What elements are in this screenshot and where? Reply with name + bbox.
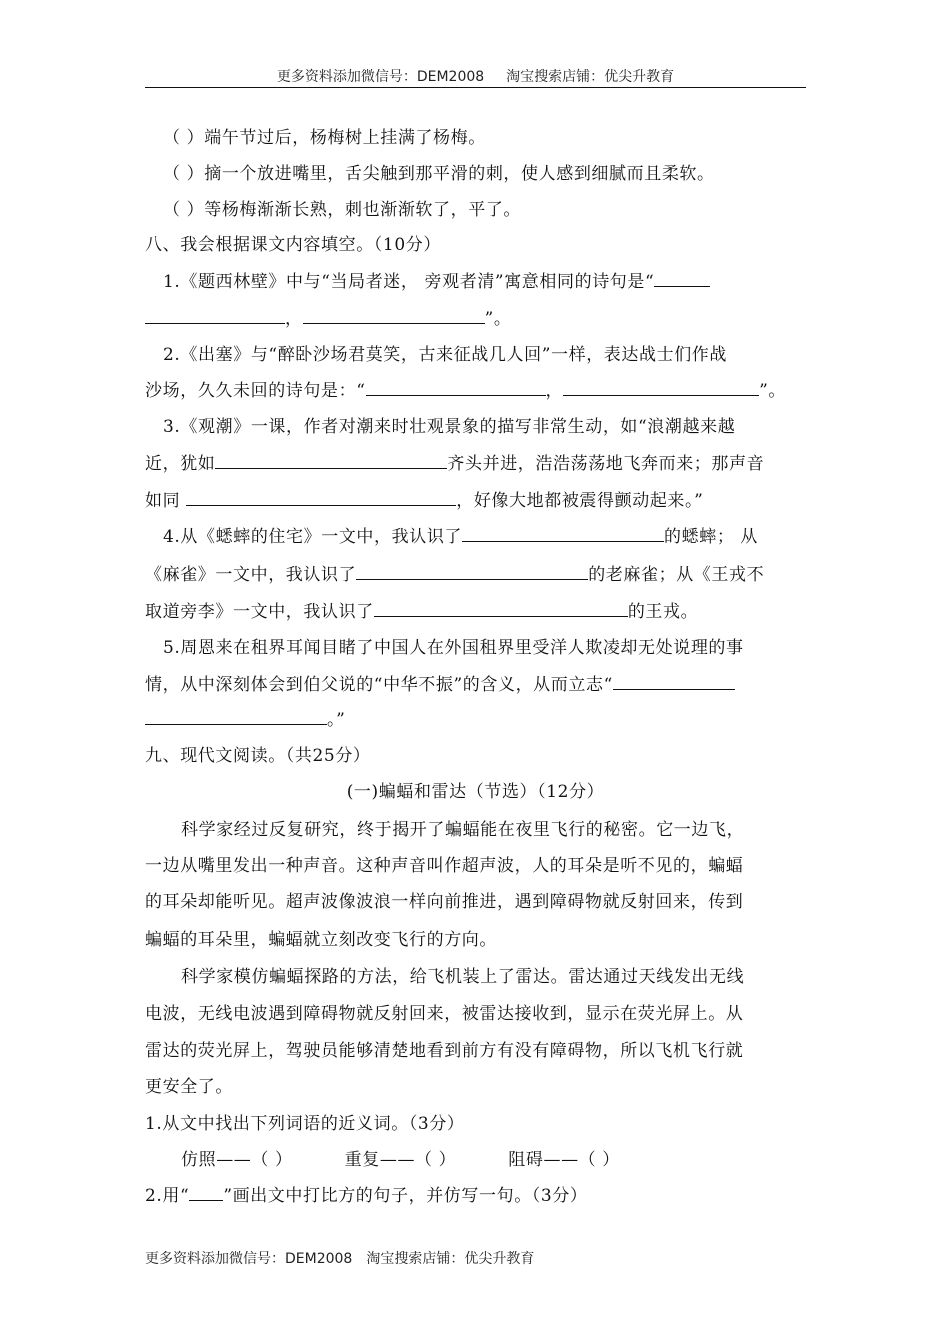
question-text: 1.《题西林壁》中与“当局者迷， 旁观者清”寓意相同的诗句是“ xyxy=(163,272,655,292)
question-text: 取道旁李》一文中，我认识了 xyxy=(145,602,374,622)
s8-q4-line2 xyxy=(145,564,845,586)
fill-blank[interactable] xyxy=(563,380,759,396)
footer-shop: 淘宝搜索店铺：优尖升教育 xyxy=(366,1251,535,1267)
passage-p1-line3: 的耳朵却能听见。超声波像波浪一样向前推进，遇到障碍物就反射回来，传到 xyxy=(145,892,744,912)
question-text: ”。 xyxy=(759,381,787,401)
s9-q1-title: 1.从文中找出下列词语的近义词。（3分） xyxy=(145,1114,465,1134)
question-text: 情，从中深刻体会到伯父说的“中华不振”的含义，从而立志“ xyxy=(145,675,613,695)
synonym-zuai[interactable]: 阻碍——（ ） xyxy=(508,1150,620,1170)
section-9-title: 九、现代文阅读。（共25分） xyxy=(145,746,371,766)
s8-q5-line1: 5.周恩来在租界耳闻目睹了中国人在外国租界里受洋人欺凌却无处说理的事 xyxy=(163,638,744,658)
fill-blank[interactable] xyxy=(613,674,735,690)
fill-blank[interactable] xyxy=(374,601,628,617)
s8-q4-line3 xyxy=(145,601,845,623)
fill-blank[interactable] xyxy=(356,564,588,580)
section-8-title: 八、我会根据课文内容填空。（10分） xyxy=(145,235,441,255)
underline-mark xyxy=(189,1185,223,1201)
question-text: 。” xyxy=(327,710,346,730)
question-text: ， xyxy=(545,381,564,401)
s8-q3-line1: 3.《观潮》一课，作者对潮来时壮观景象的描写非常生动，如“浪潮越来越 xyxy=(163,417,736,437)
fill-blank[interactable] xyxy=(145,709,327,725)
answer-paren[interactable]: （ ） xyxy=(163,200,205,220)
page-footer xyxy=(145,1248,534,1268)
s9-q2 xyxy=(145,1185,845,1207)
passage-p1-line1: 科学家经过反复研究，终于揭开了蝙蝠能在夜里飞行的秘密。它一边飞， xyxy=(181,820,745,840)
question-text: 近，犹如 xyxy=(145,454,216,474)
s8-q1-line1 xyxy=(163,271,863,293)
fill-blank[interactable] xyxy=(186,490,456,506)
reading-subtitle: (一)蝙蝠和雷达（节选）（12分） xyxy=(346,782,605,802)
s8-q4-line1 xyxy=(163,526,863,548)
question-text: 《麻雀》一文中，我认识了 xyxy=(145,565,357,585)
s8-q5-line3 xyxy=(145,709,845,731)
ordering-text: 摘一个放进嘴里，舌尖触到那平滑的刺，使人感到细腻而且柔软。 xyxy=(204,164,715,184)
s8-q2-line1: 2.《出塞》与“醉卧沙场君莫笑，古来征战几人回”一样，表达战士们作战 xyxy=(163,345,727,365)
question-text: 的老麻雀；从《王戎不 xyxy=(588,565,765,585)
answer-paren[interactable]: （ ） xyxy=(163,128,205,148)
question-text: 的蟋蟀； 从 xyxy=(664,527,759,547)
ordering-text: 等杨梅渐渐长熟，刺也渐渐软了，平了。 xyxy=(204,200,522,220)
question-text: 的王戎。 xyxy=(627,602,699,622)
fill-blank[interactable] xyxy=(145,308,285,324)
question-text: 2.用“ xyxy=(145,1186,190,1206)
question-text: ，好像大地都被震得颤动起来。” xyxy=(456,491,704,511)
passage-p1-line2: 一边从嘴里发出一种声音。这种声音叫作超声波，人的耳朵是听不见的，蝙蝠 xyxy=(145,856,744,876)
ordering-item-2 xyxy=(163,163,863,185)
ordering-text: 端午节过后，杨梅树上挂满了杨梅。 xyxy=(204,128,486,148)
synonym-fangzhao[interactable]: 仿照——（ ） xyxy=(181,1150,293,1170)
fill-blank[interactable] xyxy=(654,271,710,287)
passage-p2-line2: 电波，无线电波遇到障碍物就反射回来，被雷达接收到，显示在荧光屏上。从 xyxy=(145,1004,744,1024)
s9-q1-words xyxy=(181,1149,881,1171)
s8-q2-line2 xyxy=(145,380,845,402)
ordering-item-1 xyxy=(163,127,863,149)
synonym-chongfu[interactable]: 重复——（ ） xyxy=(344,1150,457,1170)
page-header xyxy=(145,66,806,86)
fill-blank[interactable] xyxy=(462,526,664,542)
header-shop: 淘宝搜索店铺：优尖升教育 xyxy=(506,69,675,85)
s8-q5-line2 xyxy=(145,674,845,696)
passage-p2-line3: 雷达的荧光屏上，驾驶员能够清楚地看到前方有没有障碍物，所以飞机飞行就 xyxy=(145,1041,744,1061)
question-text: ， xyxy=(285,309,303,329)
s8-q3-line2 xyxy=(145,453,845,475)
fill-blank[interactable] xyxy=(215,453,447,469)
passage-p2-line1: 科学家模仿蝙蝠探路的方法，给飞机装上了雷达。雷达通过天线发出无线 xyxy=(181,967,745,987)
question-text: ”画出文中打比方的句子，并仿写一句。（3分） xyxy=(223,1186,588,1206)
question-text: 齐头并进，浩浩荡荡地飞奔而来；那声音 xyxy=(447,454,765,474)
fill-blank[interactable] xyxy=(303,308,485,324)
ordering-item-3 xyxy=(163,199,863,221)
passage-p1-line4: 蝙蝠的耳朵里，蝙蝠就立刻改变飞行的方向。 xyxy=(145,930,497,950)
question-text: 沙场，久久未回的诗句是：“ xyxy=(145,381,366,401)
answer-paren[interactable]: （ ） xyxy=(163,164,205,184)
fill-blank[interactable] xyxy=(366,380,546,396)
question-text: 4.从《蟋蟀的住宅》一文中，我认识了 xyxy=(163,527,463,547)
header-wechat: 更多资料添加微信号：DEM2008 xyxy=(276,69,485,85)
s8-q1-line2 xyxy=(145,308,845,330)
passage-p2-line4: 更安全了。 xyxy=(145,1077,233,1097)
s8-q3-line3 xyxy=(145,490,845,512)
footer-wechat: 更多资料添加微信号：DEM2008 xyxy=(145,1251,353,1267)
question-text: 如同 xyxy=(145,491,187,511)
header-divider xyxy=(145,87,806,88)
question-text: ”。 xyxy=(484,309,512,329)
